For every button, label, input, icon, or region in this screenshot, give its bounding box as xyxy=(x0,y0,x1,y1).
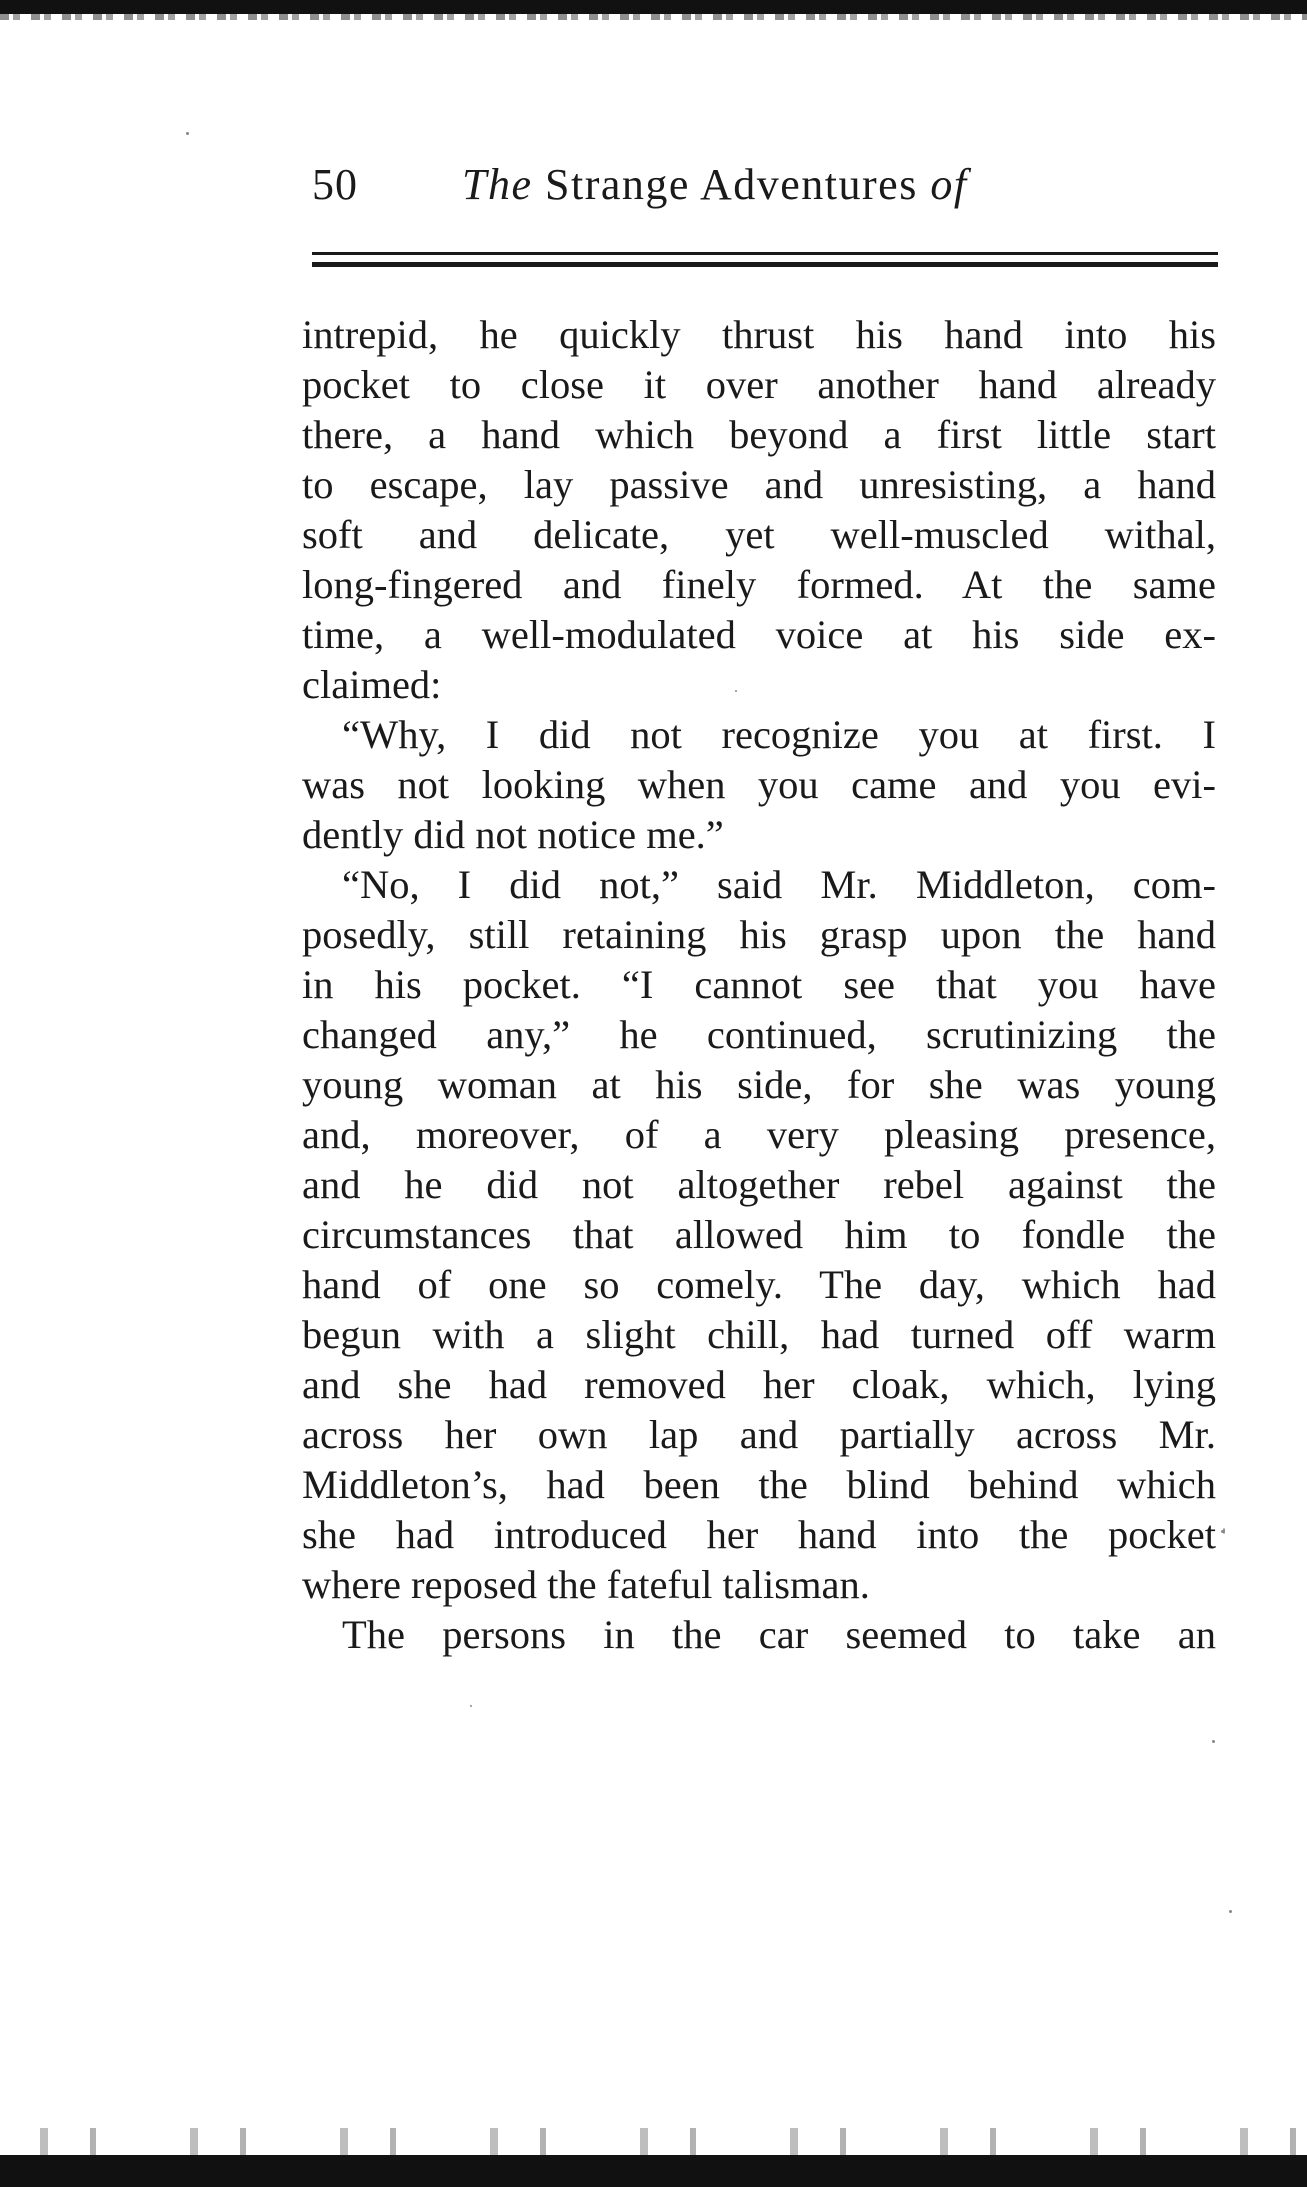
text-line: dently did not notice me.” xyxy=(302,812,724,857)
text-line: hand of one so comely. The day, which had xyxy=(302,1262,1216,1307)
scan-bottom-edge-noise xyxy=(0,2128,1307,2155)
header-rule-thick xyxy=(312,262,1218,267)
running-head-italic-end: of xyxy=(930,160,968,209)
text-line: pocket to close it over another hand already xyxy=(302,362,1216,407)
page-header xyxy=(312,150,1220,220)
scan-speck xyxy=(1223,1528,1225,1534)
text-line: The persons in the car seemed to take an xyxy=(342,1612,1216,1657)
text-line: time, a well-modulated voice at his side ex- xyxy=(302,612,1216,657)
text-line: changed any,” he continued, scrutinizing the xyxy=(302,1012,1216,1057)
text-line: “No, I did not,” said Mr. Middleton, com- xyxy=(342,862,1216,907)
running-head-italic-start: The xyxy=(462,160,533,209)
text-line: and, moreover, of a very pleasing presence, xyxy=(302,1112,1216,1157)
text-line: soft and delicate, yet well-muscled withal, xyxy=(302,512,1216,557)
text-line: and she had removed her cloak, which, lying xyxy=(302,1362,1216,1407)
text-line: intrepid, he quickly thrust his hand into his xyxy=(302,312,1216,357)
text-line: where reposed the fateful talisman. xyxy=(302,1562,870,1607)
body-text xyxy=(302,310,1216,1660)
running-head xyxy=(462,150,968,220)
text-line: and he did not altogether rebel against the xyxy=(302,1162,1216,1207)
scan-speck xyxy=(735,690,737,692)
header-rule-thin xyxy=(312,252,1218,255)
scan-speck xyxy=(186,132,189,135)
text-line: long-fingered and finely formed. At the same xyxy=(302,562,1216,607)
scan-speck xyxy=(470,1705,472,1707)
text-line: was not looking when you came and you evi- xyxy=(302,762,1216,807)
running-head-title: Strange Adventures xyxy=(545,160,918,209)
text-line: across her own lap and partially across Mr. xyxy=(302,1412,1216,1457)
scan-bottom-border xyxy=(0,2155,1307,2187)
text-line: there, a hand which beyond a first little start xyxy=(302,412,1216,457)
text-line: posedly, still retaining his grasp upon the hand xyxy=(302,912,1216,957)
text-line: “Why, I did not recognize you at first. I xyxy=(342,712,1216,757)
text-line: begun with a slight chill, had turned off warm xyxy=(302,1312,1216,1357)
page-number: 50 xyxy=(312,160,358,209)
scan-speck xyxy=(1212,1740,1215,1743)
text-line: she had introduced her hand into the pocket xyxy=(302,1512,1216,1557)
text-line: circumstances that allowed him to fondle the xyxy=(302,1212,1216,1257)
scan-speck xyxy=(1229,1910,1232,1913)
text-line: young woman at his side, for she was young xyxy=(302,1062,1216,1107)
text-line: claimed: xyxy=(302,662,442,707)
text-line: to escape, lay passive and unresisting, a hand xyxy=(302,462,1216,507)
text-line: in his pocket. “I cannot see that you have xyxy=(302,962,1216,1007)
text-line: Middleton’s, had been the blind behind which xyxy=(302,1462,1216,1507)
scan-top-border xyxy=(0,0,1307,14)
scan-top-edge-noise xyxy=(0,14,1307,20)
